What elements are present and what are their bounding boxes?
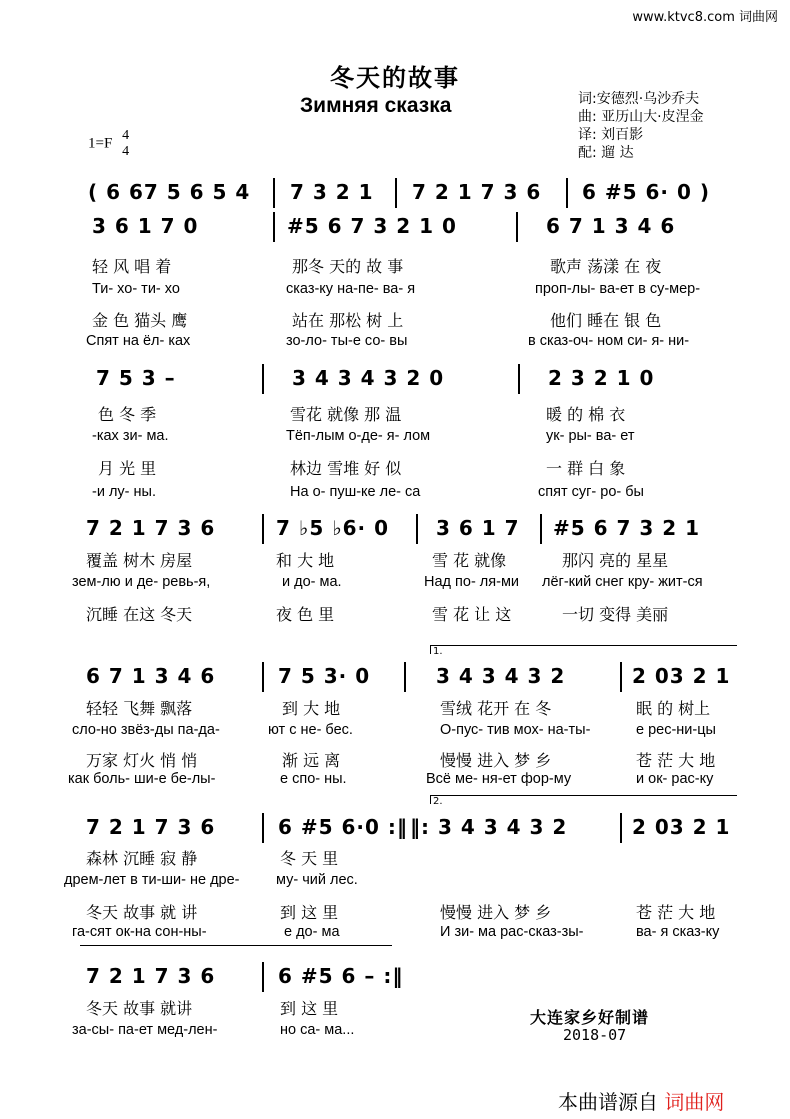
notation-row-4 xyxy=(80,664,740,698)
barline xyxy=(404,662,406,692)
bracket-line xyxy=(80,945,392,946)
lyric-cn: 覆盖 树木 房屋 xyxy=(86,551,193,570)
measure: 7 ♭5 ♭6· 0 xyxy=(276,516,390,540)
time-signature xyxy=(122,128,129,160)
lyric-ru: И зи- ма рас-сказ-зы- xyxy=(440,924,584,940)
barline xyxy=(262,514,264,544)
footer-source-text: 本曲谱源自 xyxy=(558,1090,658,1114)
lyric-cn: 沉睡 在这 冬天 xyxy=(86,605,193,624)
measure: 7 5 3· 0 xyxy=(278,664,371,688)
barline xyxy=(262,364,264,394)
site-watermark: www.ktvc8.com 词曲网 xyxy=(632,10,778,25)
lyric-cn: 到 大 地 xyxy=(282,699,341,718)
lyric-cn: 夜 色 里 xyxy=(276,605,335,624)
measure: ‖: 3 4 3 4 3 2 xyxy=(410,815,568,839)
measure: 6 #5 6· 0 ) xyxy=(582,180,711,204)
lyric-ru: е спо- ны. xyxy=(280,771,347,787)
song-title-chinese: 冬天的故事 xyxy=(330,63,460,92)
lyric-ru: -ках зи- ма. xyxy=(92,428,169,444)
footer-site-name: 词曲网 xyxy=(664,1090,725,1114)
lyric-ru: -и лу- ны. xyxy=(92,484,156,500)
lyric-ru: О-пус- тив мох- на-ты- xyxy=(440,722,591,738)
lyric-cn: 色 冬 季 xyxy=(98,405,157,424)
lyric-ru: но са- ма... xyxy=(280,1022,355,1038)
lyric-cn: 到 这 里 xyxy=(280,999,339,1018)
measure: 3 6 1 7 xyxy=(436,516,520,540)
measure: 6 7 1 3 4 6 xyxy=(86,664,216,688)
credit-translator: 译: 刘百影 xyxy=(578,127,644,143)
lyric-cn: 雪花 就像 那 温 xyxy=(290,405,402,424)
lyric-cn: 到 这 里 xyxy=(280,903,339,922)
lyric-ru: как боль- ши-е бе-лы- xyxy=(68,771,216,787)
lyric-ru: сло-но звёз-ды па-да- xyxy=(72,722,220,738)
song-title-russian: Зимняя сказка xyxy=(300,94,452,117)
lyric-ru: Над по- ля-ми xyxy=(424,574,520,590)
lyric-cn: 那冬 天的 故 事 xyxy=(292,257,404,276)
barline xyxy=(262,662,264,692)
barline xyxy=(518,364,520,394)
measure: 7 3 2 1 xyxy=(290,180,374,204)
credit-composer: 曲: 亚历山大·皮涅金 xyxy=(578,109,704,125)
barline xyxy=(540,514,542,544)
lyric-cn: 慢慢 进入 梦 乡 xyxy=(440,903,552,922)
lyric-cn: 苍 茫 大 地 xyxy=(636,751,716,770)
notation-row-1 xyxy=(80,214,740,248)
barline xyxy=(395,178,397,208)
lyric-cn: 渐 远 离 xyxy=(282,751,341,770)
lyric-ru: и до- ма. xyxy=(282,574,342,590)
time-top: 4 xyxy=(122,128,130,143)
notation-row-6 xyxy=(80,964,740,998)
measure: 6 #5 6 – :‖ xyxy=(278,964,404,988)
lyric-cn: 眠 的 树上 xyxy=(636,699,711,718)
lyric-ru: Ти- хо- ти- хо xyxy=(92,281,180,297)
lyric-cn: 冬 天 里 xyxy=(280,849,339,868)
lyric-ru: е рес-ни-цы xyxy=(636,722,716,738)
barline xyxy=(516,212,518,242)
volta-1: 1. xyxy=(430,645,443,654)
transcription-date: 2018-07 xyxy=(563,1026,627,1044)
lyric-cn: 森林 沉睡 寂 静 xyxy=(86,849,198,868)
measure: 7 2 1 7 3 6 xyxy=(86,815,216,839)
measure: 3 4 3 4 3 2 xyxy=(436,664,566,688)
time-bottom: 4 xyxy=(122,144,130,159)
lyric-ru: ют с не- бес. xyxy=(268,722,353,738)
source-footer xyxy=(558,1086,724,1115)
lyric-cn: 雪 花 让 这 xyxy=(432,605,512,624)
lyric-cn: 慢慢 进入 梦 乡 xyxy=(440,751,552,770)
lyric-cn: 苍 茫 大 地 xyxy=(636,903,716,922)
lyric-cn: 月 光 里 xyxy=(98,459,157,478)
lyric-cn: 轻轻 飞舞 飘落 xyxy=(86,699,193,718)
barline xyxy=(273,212,275,242)
barline xyxy=(620,813,622,843)
key-label: 1=F xyxy=(88,135,113,152)
lyric-ru: проп-лы- ва-ет в су-мер- xyxy=(535,281,701,297)
lyric-ru: дрем-лет в ти-ши- не дре- xyxy=(64,872,240,888)
lyric-cn: 冬天 故事 就 讲 xyxy=(86,903,198,922)
lyric-ru: На о- пуш-ке ле- са xyxy=(290,484,421,500)
lyric-ru: в сказ-оч- ном си- я- ни- xyxy=(528,333,690,349)
lyric-cn: 他们 睡在 银 色 xyxy=(550,311,662,330)
lyric-cn: 歌声 荡漾 在 夜 xyxy=(550,257,662,276)
lyric-ru: за-сы- па-ет мед-лен- xyxy=(72,1022,218,1038)
lyric-ru: зо-ло- ты-е со- вы xyxy=(286,333,408,349)
measure: 7 2 1 7 3 6 xyxy=(412,180,542,204)
barline xyxy=(566,178,568,208)
barline xyxy=(620,662,622,692)
lyric-cn: 暖 的 棉 衣 xyxy=(546,405,626,424)
barline xyxy=(273,178,275,208)
credits xyxy=(578,90,704,162)
lyric-ru: ва- я сказ-ку xyxy=(636,924,720,940)
lyric-cn: 轻 风 唱 着 xyxy=(92,257,172,276)
lyric-cn: 金 色 猫头 鹰 xyxy=(92,311,188,330)
lyric-cn: 一 群 白 象 xyxy=(546,459,626,478)
notation-row-5 xyxy=(80,815,740,849)
lyric-cn: 林边 雪堆 好 似 xyxy=(290,459,402,478)
measure: ( 6 67 5 6 5 4 xyxy=(88,180,251,204)
measure: 6 #5 6·0 :‖ xyxy=(278,815,408,839)
notation-row-2 xyxy=(80,366,740,400)
measure: 6 7 1 3 4 6 xyxy=(546,214,676,238)
lyric-cn: 雪 花 就像 xyxy=(432,551,507,570)
measure: 3 4 3 4 3 2 0 xyxy=(292,366,445,390)
lyric-cn: 冬天 故事 就讲 xyxy=(86,999,193,1018)
lyric-ru: лёг-кий снег кру- жит-ся xyxy=(542,574,703,590)
credit-lyricist: 词:安德烈·乌沙乔夫 xyxy=(578,91,700,107)
measure: #5 6 7 3 2 1 xyxy=(553,516,701,540)
lyric-ru: спят суг- ро- бы xyxy=(538,484,644,500)
lyric-cn: 万家 灯火 悄 悄 xyxy=(86,751,198,770)
lyric-cn: 那闪 亮的 星星 xyxy=(562,551,669,570)
measure: #5 6 7 3 2 1 0 xyxy=(287,214,457,238)
measure: 2 03 2 1 xyxy=(632,815,731,839)
volta-2: 2. xyxy=(430,795,443,804)
barline xyxy=(262,962,264,992)
measure: 2 03 2 1 xyxy=(632,664,731,688)
volta-bracket-line xyxy=(430,795,737,796)
key-signature xyxy=(88,128,129,160)
lyric-ru: и ок- рас-ку xyxy=(636,771,714,787)
lyric-cn: 雪绒 花开 在 冬 xyxy=(440,699,552,718)
lyric-ru: Всё ме- ня-ет фор-му xyxy=(426,771,572,787)
lyric-cn: 和 大 地 xyxy=(276,551,335,570)
lyric-ru: га-сят ок-на сон-ны- xyxy=(72,924,207,940)
lyric-ru: зем-лю и де- ревь-я, xyxy=(72,574,211,590)
lyric-ru: сказ-ку на-пе- ва- я xyxy=(286,281,416,297)
volta-bracket-line xyxy=(430,645,737,646)
measure: 7 5 3 – xyxy=(96,366,176,390)
transcriber-credit: 大连家乡好制谱 xyxy=(530,1008,650,1027)
lyric-ru: е до- ма xyxy=(284,924,340,940)
notation-row-intro xyxy=(80,180,740,214)
lyric-ru: Тёп-лым о-де- я- лом xyxy=(286,428,431,444)
lyric-cn: 站在 那松 树 上 xyxy=(292,311,404,330)
measure: 3 6 1 7 0 xyxy=(92,214,199,238)
barline xyxy=(262,813,264,843)
lyric-ru: Спят на ёл- ках xyxy=(86,333,191,349)
credit-arranger: 配: 遛 达 xyxy=(578,145,634,161)
lyric-ru: му- чий лес. xyxy=(276,872,358,888)
measure: 7 2 1 7 3 6 xyxy=(86,964,216,988)
barline xyxy=(416,514,418,544)
notation-row-3 xyxy=(80,516,740,550)
measure: 7 2 1 7 3 6 xyxy=(86,516,216,540)
lyric-cn: 一切 变得 美丽 xyxy=(562,605,669,624)
measure: 2 3 2 1 0 xyxy=(548,366,655,390)
lyric-ru: ук- ры- ва- ет xyxy=(546,428,635,444)
